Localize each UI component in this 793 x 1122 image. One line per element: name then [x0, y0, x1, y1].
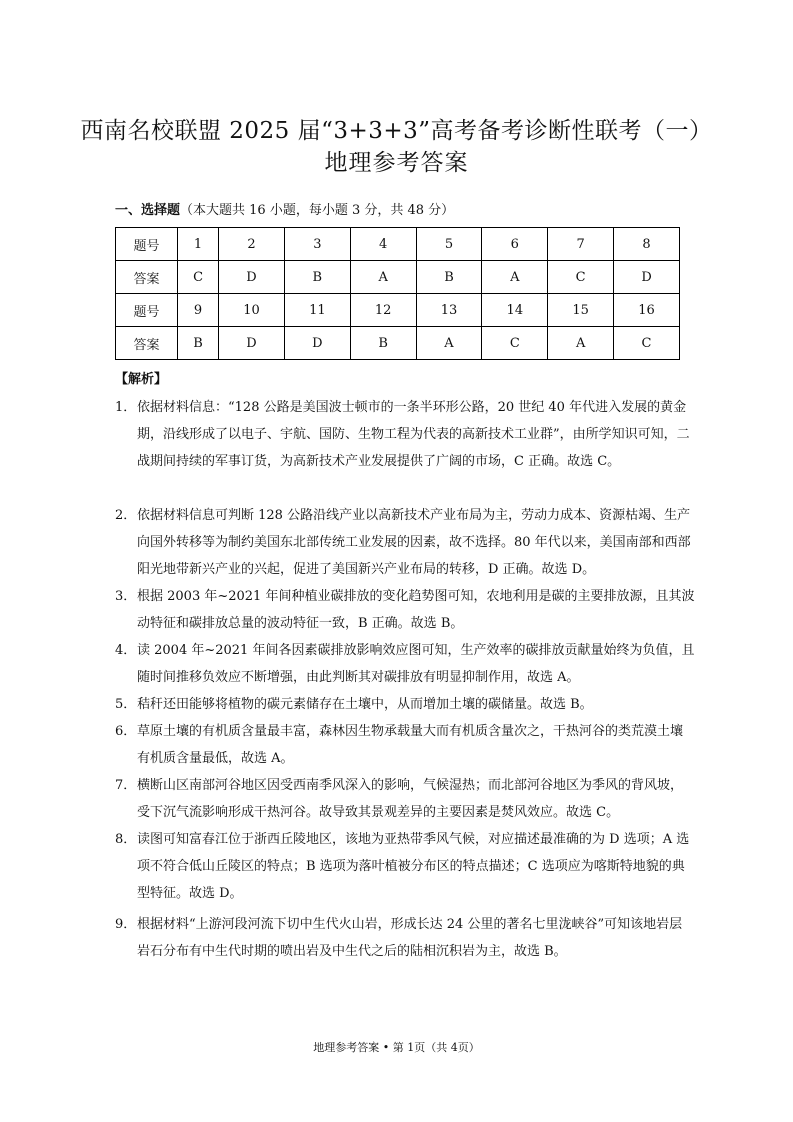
item-number: 5．: [115, 697, 137, 712]
table-cell: 2: [219, 228, 285, 261]
table-cell: 6: [482, 228, 548, 261]
section-label: 一、选择题: [115, 203, 181, 218]
table-cell: B: [178, 327, 219, 360]
row-label-number: 题号: [116, 294, 178, 327]
item-number: 8．: [115, 832, 137, 847]
table-cell: 8: [614, 228, 680, 261]
table-cell: 3: [284, 228, 350, 261]
table-cell: C: [178, 261, 219, 294]
table-cell: D: [614, 261, 680, 294]
table-cell: 15: [548, 294, 614, 327]
table-row: [116, 327, 680, 360]
table-cell: D: [219, 327, 285, 360]
explanation-item: [115, 772, 695, 826]
explanation-item: [115, 911, 695, 965]
table-cell: B: [416, 261, 482, 294]
table-cell: 16: [614, 294, 680, 327]
table-cell: C: [548, 261, 614, 294]
table-cell: 5: [416, 228, 482, 261]
table-cell: 7: [548, 228, 614, 261]
table-cell: C: [614, 327, 680, 360]
table-cell: A: [350, 261, 416, 294]
item-number: 4．: [115, 643, 137, 658]
row-label-answer: 答案: [116, 327, 178, 360]
table-cell: A: [416, 327, 482, 360]
page-footer: 地理参考答案 • 第 1页（共 4页）: [313, 1041, 480, 1054]
table-cell: A: [548, 327, 614, 360]
section-note: （本大题共 16 小题，每小题 3 分，共 48 分）: [180, 203, 455, 218]
table-cell: 12: [350, 294, 416, 327]
item-number: 3．: [115, 589, 137, 604]
table-cell: 9: [178, 294, 219, 327]
table-cell: D: [219, 261, 285, 294]
item-number: 6．: [115, 724, 137, 739]
table-row: [116, 228, 680, 261]
page-subtitle: 地理参考答案: [324, 150, 469, 176]
page-title: 西南名校联盟 2025 届“3+3+3”高考备考诊断性联考（一）: [80, 118, 713, 144]
explanation-item: [115, 583, 695, 637]
table-row: [116, 294, 680, 327]
item-text: 读 2004 年~2021 年间各因素碳排放影响效应图可知，生产效率的碳排放贡献量始终为负值，且随时间推移负效应不断增强，由此判断其对碳排放有明显抑制作用，故选 A。: [137, 643, 695, 685]
table-cell: C: [482, 327, 548, 360]
explanation-item: [115, 637, 695, 691]
table-cell: 11: [284, 294, 350, 327]
table-row: [116, 261, 680, 294]
table-cell: D: [284, 327, 350, 360]
table-cell: 4: [350, 228, 416, 261]
table-cell: 1: [178, 228, 219, 261]
table-cell: B: [284, 261, 350, 294]
item-number: 9．: [115, 917, 137, 932]
table-cell: B: [350, 327, 416, 360]
analysis-heading: 【解析】: [115, 372, 168, 387]
item-text: 根据材料“上游河段河流下切中生代火山岩，形成长达 24 公里的著名七里泷峡谷”可知该地岩层岩石分布有中生代时期的喷出岩及中生代之后的陆相沉积岩为主，故选 B。: [137, 917, 683, 959]
item-number: 1．: [115, 400, 137, 415]
item-text: 秸秆还田能够将植物的碳元素储存在土壤中，从而增加土壤的碳储量。故选 B。: [137, 697, 593, 712]
table-cell: 13: [416, 294, 482, 327]
item-number: 7．: [115, 778, 137, 793]
item-number: 2．: [115, 508, 137, 523]
explanation-item: [115, 394, 695, 475]
row-label-number: 题号: [116, 228, 178, 261]
item-text: 依据材料信息可判断 128 公路沿线产业以高新技术产业布局为主，劳动力成本、资源枯竭、生产向国外转移等为制约美国东北部传统工业发展的因素，故不选择。80 年代以来，美国南部和西部阳光地带新兴产业的兴起，促进了美国新兴产业布局的转移，D 正确。故选 D。: [137, 508, 691, 577]
explanation-item: [115, 826, 695, 907]
row-label-answer: 答案: [116, 261, 178, 294]
table-cell: 14: [482, 294, 548, 327]
item-text: 依据材料信息：“128 公路是美国波士顿市的一条半环形公路，20 世纪 40 年代进入发展的黄金期，沿线形成了以电子、宇航、国防、生物工程为代表的高新技术工业群”，由所学知识可知，二战期间持续的军事订货，为高新技术产业发展提供了广阔的市场，C 正确。故选 C。: [137, 400, 690, 469]
explanation-item: [115, 718, 695, 772]
section-heading: [115, 202, 454, 220]
answer-table: [115, 227, 680, 360]
table-cell: 10: [219, 294, 285, 327]
explanation-item: [115, 502, 695, 583]
item-text: 横断山区南部河谷地区因受西南季风深入的影响，气候湿热；而北部河谷地区为季风的背风坡，受下沉气流影响形成干热河谷。故导致其景观差异的主要因素是焚风效应。故选 C。: [137, 778, 684, 820]
item-text: 草原土壤的有机质含量最丰富，森林因生物承载量大而有机质含量次之，干热河谷的类荒漠土壤有机质含量最低，故选 A。: [137, 724, 684, 766]
table-cell: A: [482, 261, 548, 294]
item-text: 读图可知富春江位于浙西丘陵地区，该地为亚热带季风气候，对应描述最准确的为 D 选项；A 选项不符合低山丘陵区的特点；B 选项为落叶植被分布区的特点描述；C 选项应为喀斯特地貌的典型特征。故选 D。: [137, 832, 690, 901]
explanation-item: [115, 691, 695, 718]
item-text: 根据 2003 年~2021 年间种植业碳排放的变化趋势图可知，农地利用是碳的主要排放源，且其波动特征和碳排放总量的波动特征一致，B 正确。故选 B。: [137, 589, 695, 631]
